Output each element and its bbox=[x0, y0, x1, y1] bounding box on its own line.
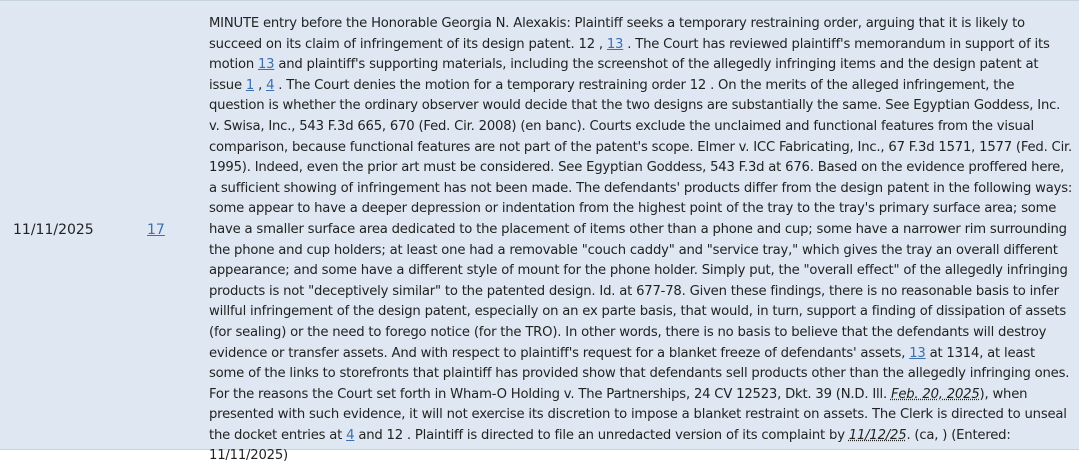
entry-text-segment: and plaintiff's supporting materials, including the screenshot of the allegedly infringing items and the design patent at issue bbox=[209, 57, 1039, 93]
entry-text-segment: . (ca, ) (Entered: 11/11/2025) bbox=[209, 427, 1011, 464]
docket-reference-link[interactable]: 13 bbox=[606, 36, 624, 52]
entry-text-segment: . The Court denies the motion for a temporary restraining order 12 . On the merits of the alleged infringement, the question is whether the ordinary observer would decide that the two designs are substantially the same. See Egyptian Goddess, Inc. v. Swisa, Inc., 543 F.3d 665, 670 (Fed. Cir. 2008) (en banc). Courts exclude the unclaimed and functional features from the visual comparison, because functional features are not part of the patent's scope. Elmer v. ICC Fabricating, Inc., 67 F.3d 1571, 1577 (Fed. Cir. 1995). Indeed, even the prior art must be considered. See Egyptian Goddess, 543 F.3d at 676. Based on the evidence proffered here, a sufficient showing of infringement has not been made. The defendants' products differ from the design patent in the following ways: some appear to have a deeper depression or indentation from the highest point of the tray to the tray's primary surface area; some have a smaller surface area dedicated to the placement of items other than a phone and cup; some have a narrower rim surrounding the phone and cup holders; at least one had a removable "couch caddy" and "service tray," which gives the tray an overall different appearance; and some have a different style of mount for the phone holder. Simply put, the "overall effect" of the allegedly infringing products is not "deceptively similar" to the patented design. Id. at 677-78. Given these findings, there is no reasonable basis to infer willful infringement of the design patent, especially on an ex parte basis, that would, in turn, support a finding of dissipation of assets (for sealing) or the need to forego notice (for the TRO). In other words, there is no basis to believe that the defendants will destroy evidence or transfer assets. And with respect to plaintiff's request for a blanket freeze of defendants' assets, bbox=[209, 77, 1073, 361]
entry-text-segment: . The Court has reviewed plaintiff's memorandum in support of its motion bbox=[209, 36, 1050, 73]
date-reference: 11/12/25 bbox=[848, 427, 907, 443]
date-reference: Feb. 20, 2025 bbox=[890, 386, 980, 402]
docket-reference-link[interactable]: 1 bbox=[245, 77, 255, 93]
docket-reference-link[interactable]: 4 bbox=[266, 77, 275, 93]
entry-text-segment: MINUTE entry before the Honorable Georgia N. Alexakis: Plaintiff seeks a temporary restraining order, arguing that it is likely to succeed on its claim of infringement of its design patent. 12 , bbox=[209, 16, 1025, 52]
docket-reference-link[interactable]: 4 bbox=[346, 427, 355, 443]
entry-text-segment: , bbox=[254, 77, 267, 93]
entry-text-segment: at 1314, at least some of the links to storefronts that plaintiff has provided show that defendants sell products other than the allegedly infringing ones. For the reasons the Court set forth in Wham-O Holding v. The Partnerships, 24 CV 12523, Dkt. 39 (N.D. Ill. bbox=[209, 345, 1070, 402]
entry-text-segment: and 12 . Plaintiff is directed to file an unredacted version of its complaint by bbox=[354, 427, 849, 443]
docket-reference-link[interactable]: 13 bbox=[909, 345, 926, 361]
docket-reference-link[interactable]: 13 bbox=[257, 57, 275, 73]
entry-text-segment: ), when presented with such evidence, it will not exercise its discretion to impose a blanket restraint on assets. The Clerk is directed to unseal the docket entries at bbox=[209, 386, 1067, 443]
entry-date: 11/11/2025 bbox=[13, 222, 94, 238]
document-number-link[interactable]: 17 bbox=[147, 222, 165, 238]
entry-text bbox=[209, 14, 1073, 467]
